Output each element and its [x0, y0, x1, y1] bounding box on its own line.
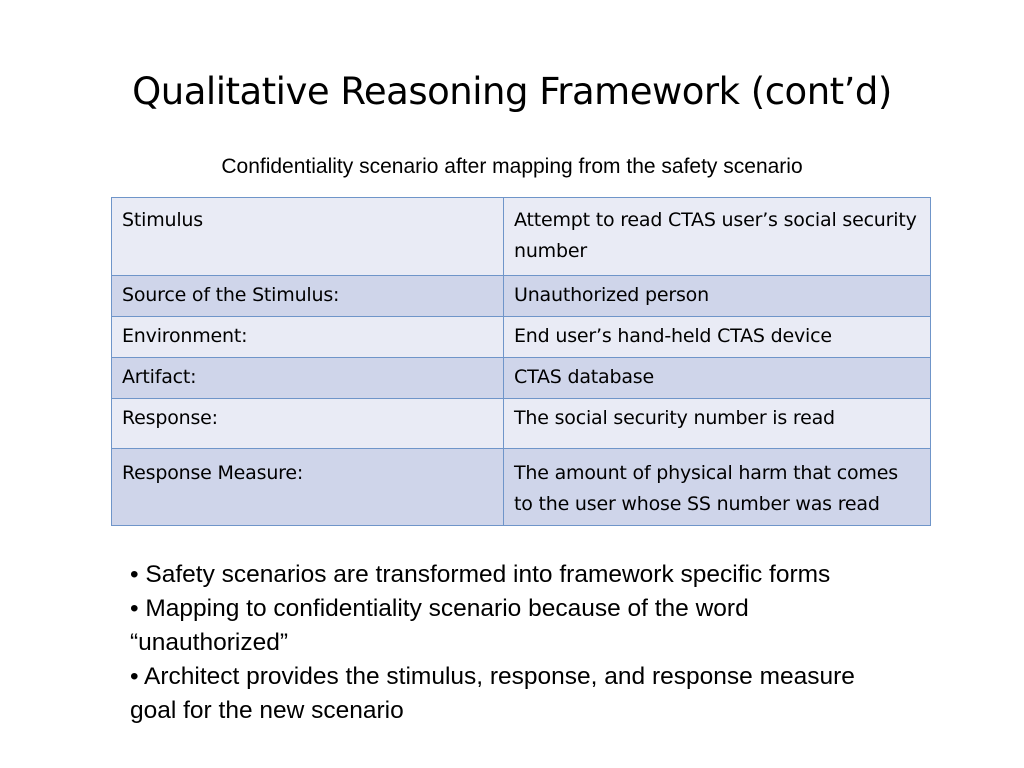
table-row-response — [112, 399, 931, 449]
table-row-artifact — [112, 358, 931, 399]
table-cell-label: Source of the Stimulus: — [112, 276, 504, 317]
table-cell-value: End user’s hand-held CTAS device — [504, 317, 931, 358]
scenario-table — [111, 197, 931, 526]
bullet-item: • Architect provides the stimulus, response, and response measure goal for the new scenario — [130, 663, 855, 724]
table-row-environment — [112, 317, 931, 358]
bullet-item: • Safety scenarios are transformed into framework specific forms — [130, 561, 831, 588]
table-cell-label: Response: — [112, 399, 504, 449]
slide-subtitle: Confidentiality scenario after mapping from the safety scenario — [221, 155, 803, 178]
table-cell-value: The social security number is read — [504, 399, 931, 449]
table-cell-value: Unauthorized person — [504, 276, 931, 317]
table-row-response-measure — [112, 449, 931, 526]
table-row-stimulus — [112, 198, 931, 276]
table-cell-label: Stimulus — [112, 198, 504, 276]
table-cell-label: Environment: — [112, 317, 504, 358]
table-cell-label: Response Measure: — [112, 449, 504, 526]
table-cell-value: The amount of physical harm that comes to the user whose SS number was read — [504, 449, 931, 526]
table-cell-value: CTAS database — [504, 358, 931, 399]
bullet-list — [130, 558, 890, 728]
table-cell-label: Artifact: — [112, 358, 504, 399]
table-row-source — [112, 276, 931, 317]
table-cell-value: Attempt to read CTAS user’s social security number — [504, 198, 931, 276]
slide-title: Qualitative Reasoning Framework (cont’d) — [132, 70, 892, 113]
bullet-item: • Mapping to confidentiality scenario because of the word “unauthorized” — [130, 595, 749, 656]
